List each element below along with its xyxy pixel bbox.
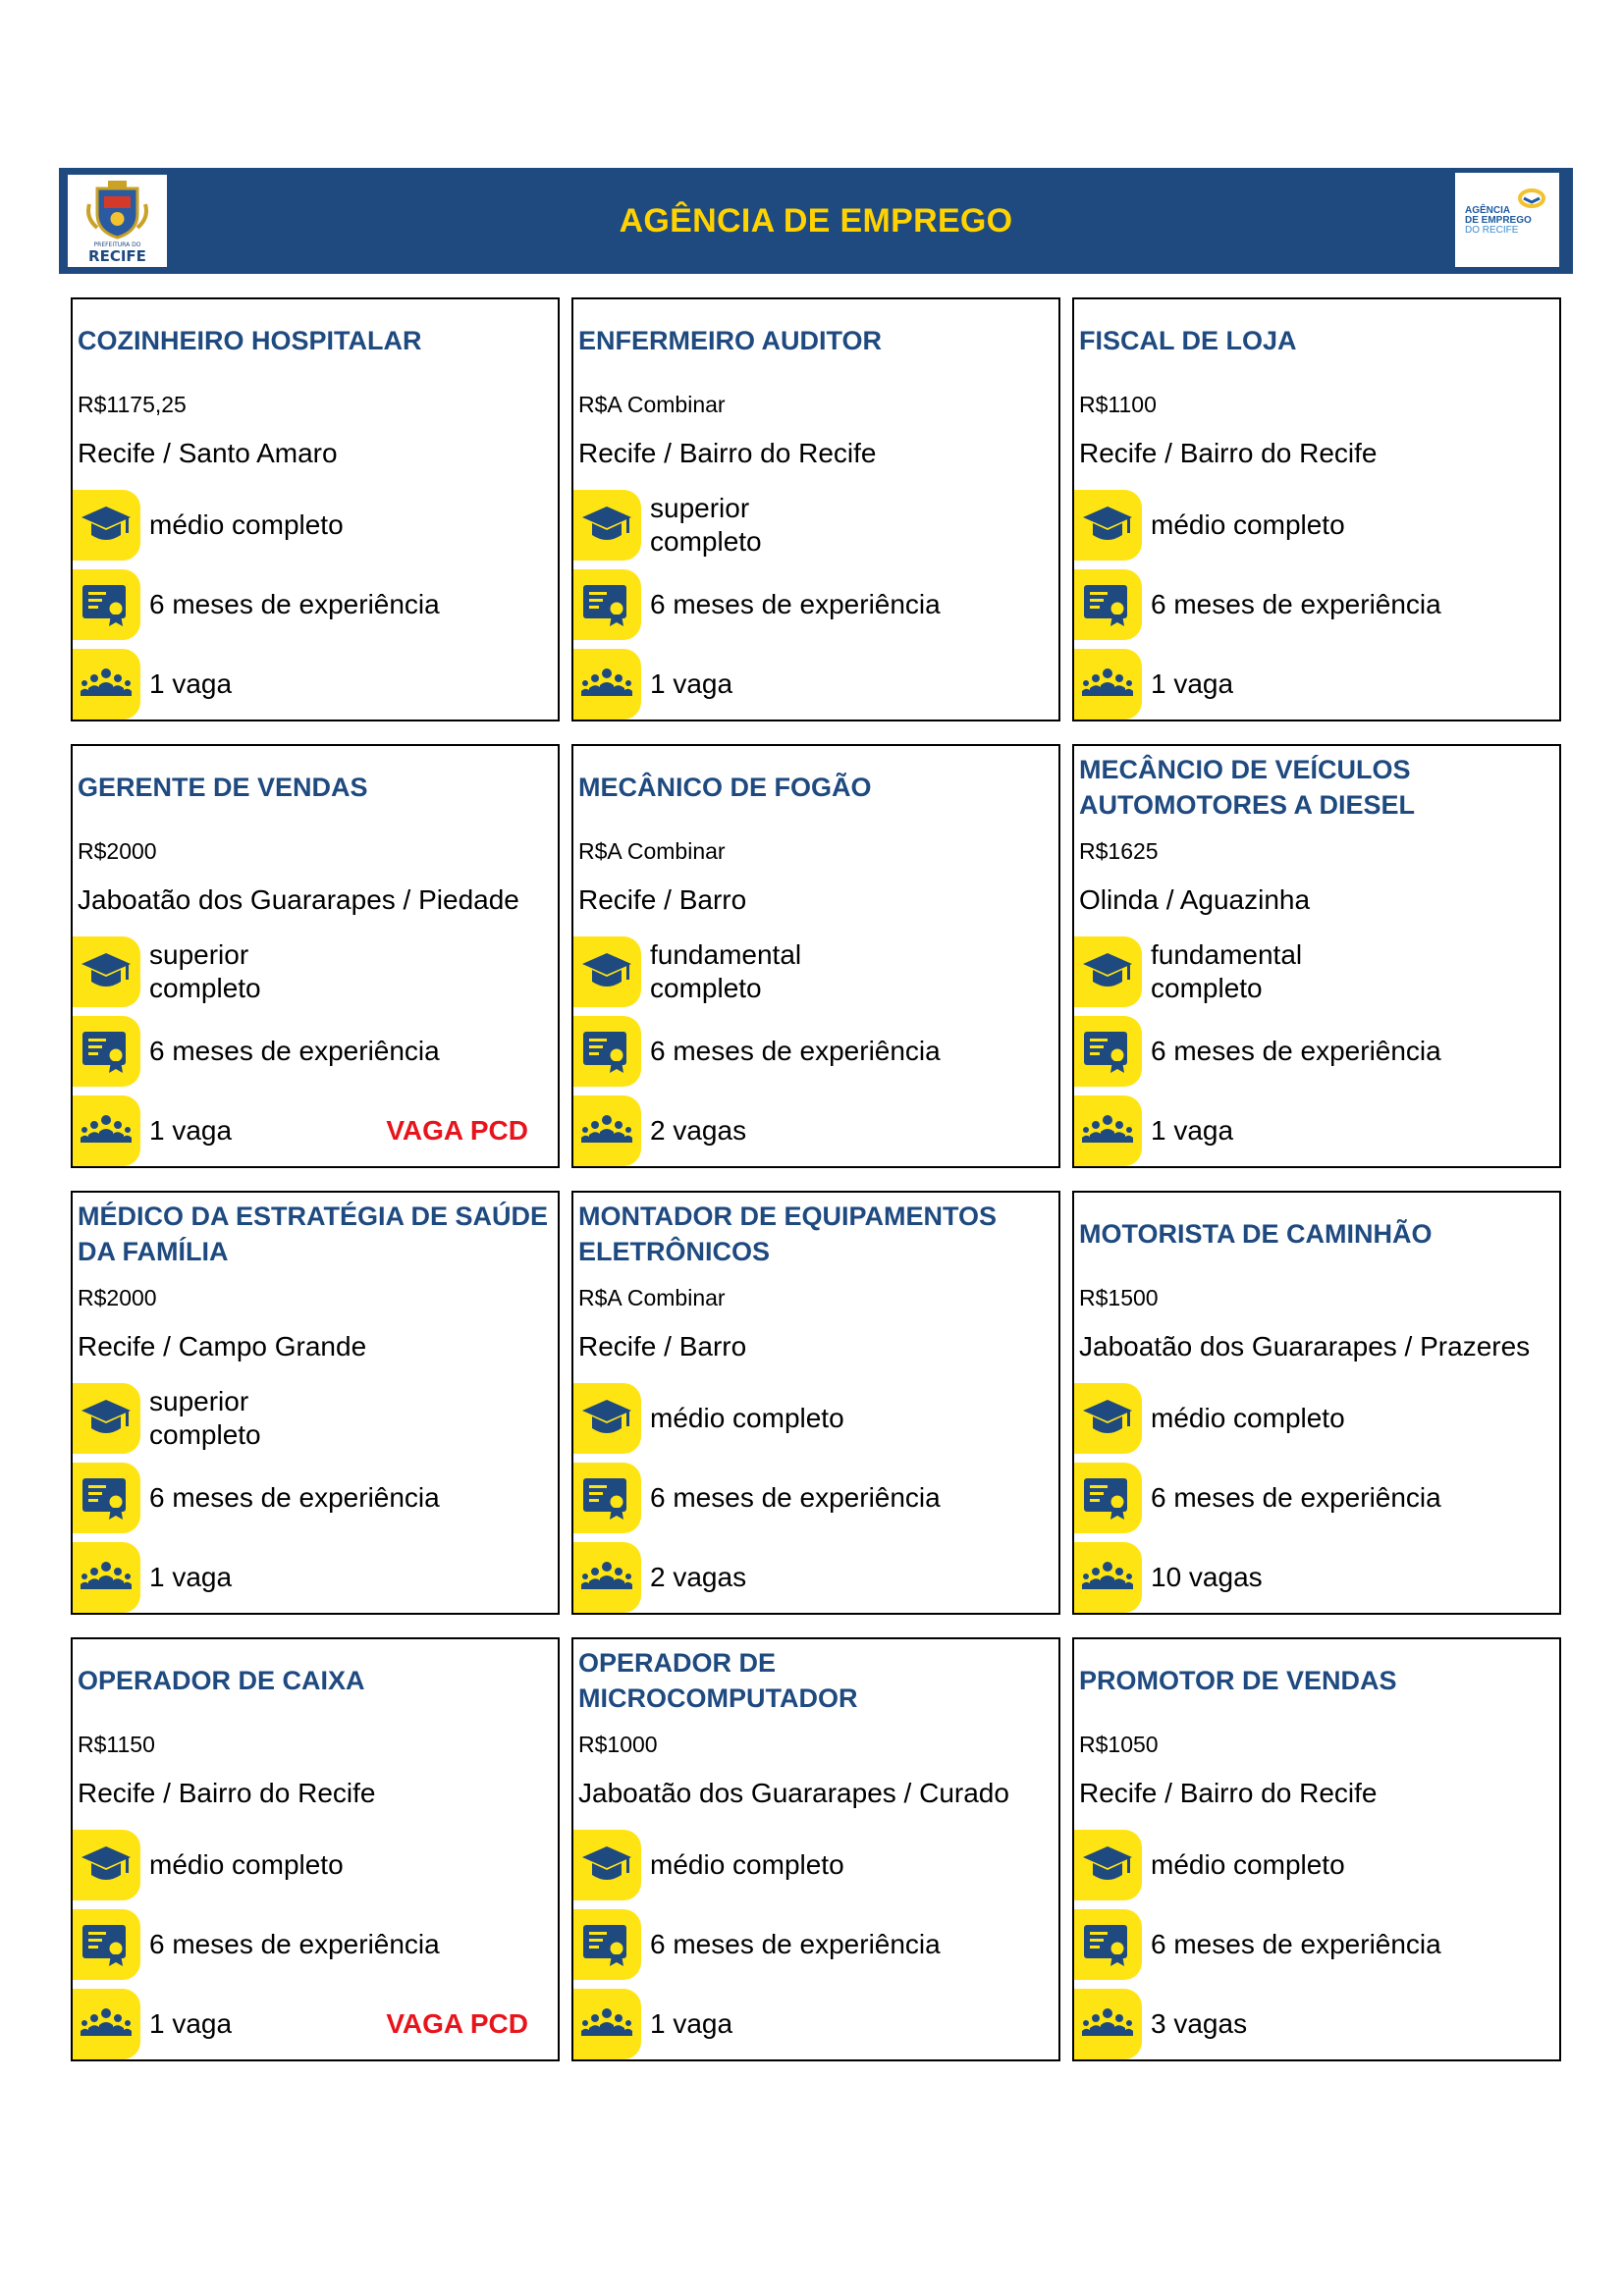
education-row <box>573 1383 1058 1456</box>
experience-text: 6 meses de experiência <box>1151 1929 1441 1959</box>
vacancies-text: 2 vagas <box>650 1562 747 1592</box>
education-text: médio completo <box>650 1849 844 1880</box>
page-header <box>59 168 1573 274</box>
experience-row <box>573 569 1058 642</box>
group-icon <box>1074 649 1142 720</box>
graduation-cap-icon <box>573 1830 641 1900</box>
job-salary: R$1500 <box>1079 1285 1159 1310</box>
certificate-icon <box>1074 569 1142 640</box>
vacancies-row <box>73 1095 558 1168</box>
graduation-cap-icon <box>73 936 140 1007</box>
education-text: médio completo <box>1151 509 1345 540</box>
vacancies-text: 3 vagas <box>1151 2008 1248 2039</box>
experience-text: 6 meses de experiência <box>1151 1482 1441 1513</box>
vacancies-row <box>1074 1095 1559 1168</box>
experience-row <box>573 1016 1058 1089</box>
vacancies-row <box>1074 1989 1559 2061</box>
graduation-cap-icon <box>1074 490 1142 561</box>
job-card[interactable] <box>71 297 560 721</box>
job-title: OPERADOR DE MICROCOMPUTADOR <box>578 1648 858 1713</box>
job-salary: R$1050 <box>1079 1732 1159 1757</box>
job-location: Recife / Bairro do Recife <box>1079 1778 1378 1808</box>
experience-row <box>73 1909 558 1982</box>
job-title: FISCAL DE LOJA <box>1079 326 1297 355</box>
experience-text: 6 meses de experiência <box>149 1482 440 1513</box>
education-row <box>73 490 558 562</box>
group-icon <box>573 1542 641 1613</box>
vaga-pcd-badge: VAGA PCD <box>386 2008 528 2039</box>
job-title: OPERADOR DE CAIXA <box>78 1666 365 1695</box>
vacancies-row <box>573 1989 1058 2061</box>
graduation-cap-icon <box>573 490 641 561</box>
experience-row <box>73 1016 558 1089</box>
vacancies-text: 1 vaga <box>1151 668 1234 699</box>
job-title: MONTADOR DE EQUIPAMENTOS ELETRÔNICOS <box>578 1201 998 1266</box>
experience-text: 6 meses de experiência <box>650 1482 941 1513</box>
job-salary: R$1175,25 <box>78 392 187 417</box>
job-salary: R$1000 <box>578 1732 658 1757</box>
vacancies-text: 1 vaga <box>149 2008 233 2039</box>
certificate-icon <box>73 569 140 640</box>
vacancies-text: 1 vaga <box>149 668 233 699</box>
vaga-pcd-badge: VAGA PCD <box>386 1115 528 1146</box>
vacancies-text: 10 vagas <box>1151 1562 1263 1592</box>
education-text: médio completo <box>1151 1849 1345 1880</box>
group-icon <box>573 649 641 720</box>
education-text: superior completo <box>149 939 261 1003</box>
experience-row <box>1074 1909 1559 1982</box>
experience-row <box>1074 1463 1559 1535</box>
job-salary: R$2000 <box>78 1285 157 1310</box>
job-salary: R$A Combinar <box>578 1285 726 1310</box>
job-card[interactable] <box>71 1191 560 1615</box>
logo-line-2: DE EMPREGO <box>1465 215 1532 226</box>
group-icon <box>1074 1989 1142 2059</box>
vacancies-row <box>73 1542 558 1615</box>
education-row <box>1074 1383 1559 1456</box>
job-card[interactable] <box>571 744 1060 1168</box>
logo-line-1: AGÊNCIA <box>1465 205 1511 216</box>
group-icon <box>73 649 140 720</box>
job-location: Recife / Bairro do Recife <box>1079 438 1378 468</box>
certificate-icon <box>573 569 641 640</box>
education-text: superior completo <box>149 1386 261 1450</box>
page-title: AGÊNCIA DE EMPREGO <box>619 202 1013 240</box>
group-icon <box>73 1095 140 1166</box>
certificate-icon <box>73 1016 140 1087</box>
certificate-icon <box>573 1909 641 1980</box>
job-title: MOTORISTA DE CAMINHÃO <box>1079 1219 1433 1249</box>
vacancies-row <box>573 1542 1058 1615</box>
experience-text: 6 meses de experiência <box>149 589 440 619</box>
vacancies-row <box>573 1095 1058 1168</box>
job-card[interactable] <box>1072 297 1561 721</box>
job-grid <box>71 297 1561 2061</box>
graduation-cap-icon <box>1074 1830 1142 1900</box>
experience-row <box>73 1463 558 1535</box>
experience-text: 6 meses de experiência <box>1151 589 1441 619</box>
certificate-icon <box>73 1909 140 1980</box>
certificate-icon <box>1074 1463 1142 1533</box>
graduation-cap-icon <box>1074 1383 1142 1454</box>
experience-text: 6 meses de experiência <box>149 1036 440 1066</box>
vacancies-text: 2 vagas <box>650 1115 747 1146</box>
education-row <box>1074 490 1559 562</box>
vacancies-text: 1 vaga <box>650 2008 733 2039</box>
vacancies-row <box>573 649 1058 721</box>
group-icon <box>573 1989 641 2059</box>
experience-row <box>573 1909 1058 1982</box>
education-row <box>73 936 558 1009</box>
experience-text: 6 meses de experiência <box>149 1929 440 1959</box>
experience-text: 6 meses de experiência <box>650 1036 941 1066</box>
experience-text: 6 meses de experiência <box>650 1929 941 1959</box>
vacancies-row <box>73 1989 558 2061</box>
certificate-icon <box>1074 1016 1142 1087</box>
job-card[interactable] <box>71 744 560 1168</box>
agencia-emprego-logo <box>1455 173 1559 267</box>
job-salary: R$A Combinar <box>578 392 726 417</box>
vacancies-text: 1 vaga <box>149 1115 233 1146</box>
job-location: Recife / Bairro do Recife <box>78 1778 376 1808</box>
job-location: Jaboatão dos Guararapes / Curado <box>578 1778 1009 1808</box>
job-title: MECÂNICO DE FOGÃO <box>578 773 872 802</box>
experience-text: 6 meses de experiência <box>1151 1036 1441 1066</box>
group-icon <box>1074 1542 1142 1613</box>
graduation-cap-icon <box>73 490 140 561</box>
job-card[interactable] <box>1072 1191 1561 1615</box>
job-location: Recife / Bairro do Recife <box>578 438 877 468</box>
job-title: COZINHEIRO HOSPITALAR <box>78 326 422 355</box>
education-row <box>573 1830 1058 1902</box>
svg-text:RECIFE: RECIFE <box>88 247 146 265</box>
svg-text:PREFEITURA DO: PREFEITURA DO <box>93 241 141 248</box>
education-text: médio completo <box>149 1849 344 1880</box>
education-row <box>1074 936 1559 1009</box>
group-icon <box>73 1989 140 2059</box>
experience-row <box>1074 569 1559 642</box>
job-card[interactable] <box>71 1637 560 2061</box>
job-title: MÉDICO DA ESTRATÉGIA DE SAÚDE DA FAMÍLIA <box>78 1201 549 1266</box>
education-text: fundamental completo <box>650 939 802 1003</box>
education-text: superior completo <box>650 493 762 557</box>
job-salary: R$1150 <box>78 1732 155 1757</box>
experience-text: 6 meses de experiência <box>650 589 941 619</box>
education-row <box>573 936 1058 1009</box>
graduation-cap-icon <box>73 1830 140 1900</box>
job-location: Recife / Campo Grande <box>78 1331 367 1362</box>
certificate-icon <box>573 1016 641 1087</box>
graduation-cap-icon <box>73 1383 140 1454</box>
job-card[interactable] <box>571 1191 1060 1615</box>
job-title: PROMOTOR DE VENDAS <box>1079 1666 1397 1695</box>
vacancies-text: 1 vaga <box>650 668 733 699</box>
group-icon <box>1074 1095 1142 1166</box>
vacancies-row <box>1074 1542 1559 1615</box>
vacancies-row <box>1074 649 1559 721</box>
job-title: GERENTE DE VENDAS <box>78 773 368 802</box>
certificate-icon <box>573 1463 641 1533</box>
education-text: médio completo <box>650 1403 844 1433</box>
job-card[interactable] <box>1072 1637 1561 2061</box>
experience-row <box>1074 1016 1559 1089</box>
experience-row <box>573 1463 1058 1535</box>
education-text: médio completo <box>149 509 344 540</box>
experience-row <box>73 569 558 642</box>
education-row <box>1074 1830 1559 1902</box>
job-salary: R$1625 <box>1079 838 1159 864</box>
education-text: fundamental completo <box>1151 939 1303 1003</box>
job-location: Jaboatão dos Guararapes / Prazeres <box>1079 1331 1531 1362</box>
certificate-icon <box>1074 1909 1142 1980</box>
vacancies-text: 1 vaga <box>149 1562 233 1592</box>
job-card[interactable] <box>571 297 1060 721</box>
job-title: MECÂNCIO DE VEÍCULOS AUTOMOTORES A DIESEL <box>1079 755 1416 820</box>
job-salary: R$2000 <box>78 838 157 864</box>
graduation-cap-icon <box>573 936 641 1007</box>
job-title: ENFERMEIRO AUDITOR <box>578 326 883 355</box>
job-location: Recife / Barro <box>578 884 747 915</box>
graduation-cap-icon <box>573 1383 641 1454</box>
vacancies-text: 1 vaga <box>1151 1115 1234 1146</box>
group-icon <box>573 1095 641 1166</box>
job-location: Recife / Barro <box>578 1331 747 1362</box>
job-location: Jaboatão dos Guararapes / Piedade <box>78 884 519 915</box>
education-row <box>73 1830 558 1902</box>
education-row <box>573 490 1058 562</box>
job-card[interactable] <box>571 1637 1060 2061</box>
job-salary: R$1100 <box>1079 392 1157 417</box>
job-location: Olinda / Aguazinha <box>1079 884 1311 915</box>
logo-line-3: DO RECIFE <box>1465 225 1519 236</box>
education-row <box>73 1383 558 1456</box>
job-location: Recife / Santo Amaro <box>78 438 338 468</box>
graduation-cap-icon <box>1074 936 1142 1007</box>
vacancies-row <box>73 649 558 721</box>
job-salary: R$A Combinar <box>578 838 726 864</box>
certificate-icon <box>73 1463 140 1533</box>
education-text: médio completo <box>1151 1403 1345 1433</box>
job-card[interactable] <box>1072 744 1561 1168</box>
group-icon <box>73 1542 140 1613</box>
